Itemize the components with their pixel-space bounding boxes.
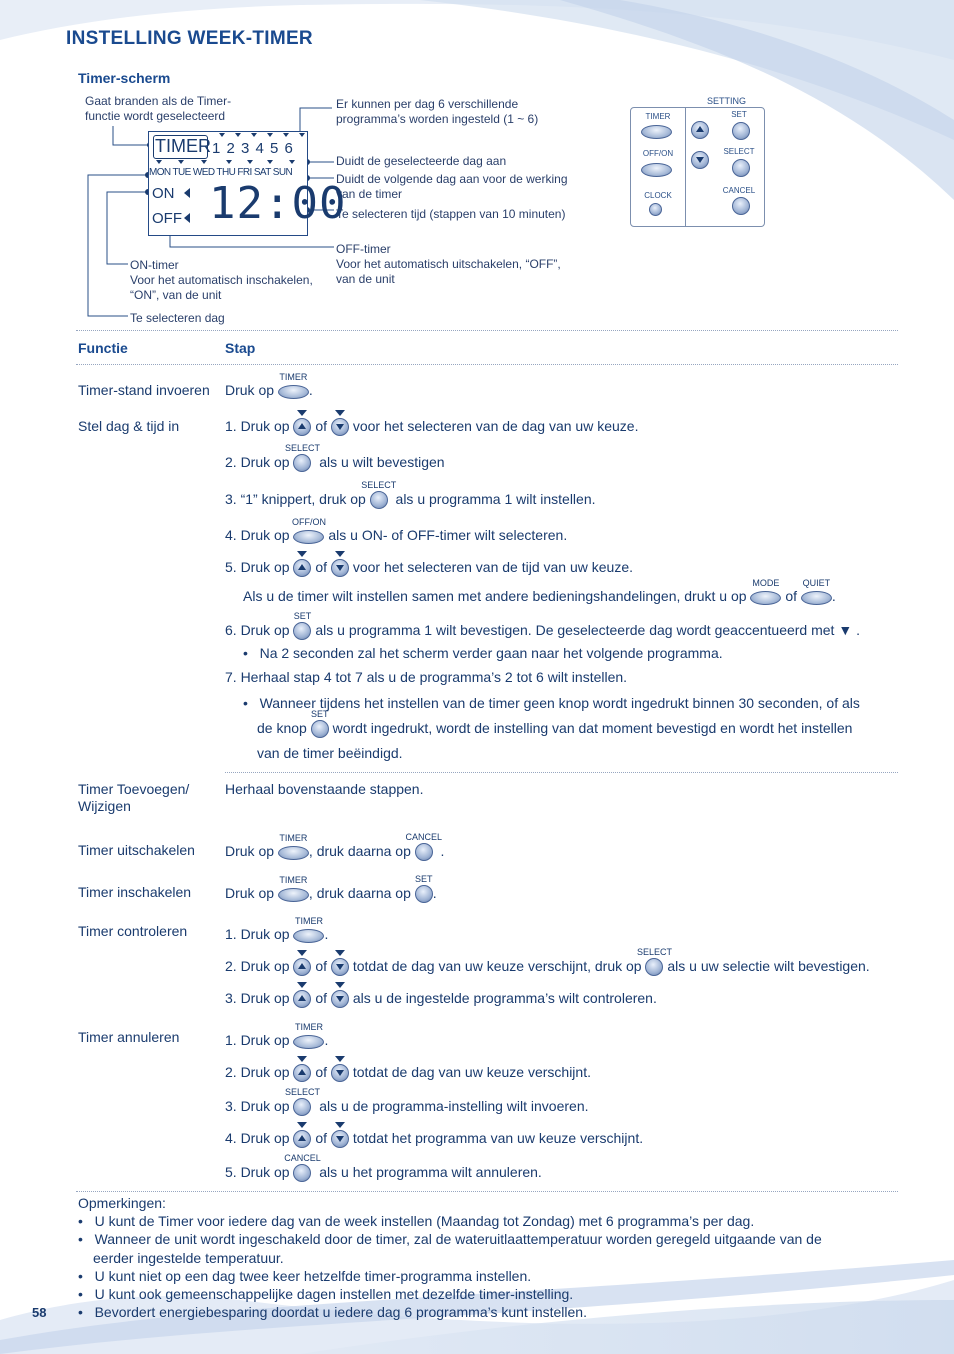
button-caption: CANCEL (284, 1153, 321, 1164)
step-2 (225, 443, 445, 472)
divider (225, 772, 898, 773)
step-5 (225, 559, 633, 577)
step-text: of (315, 559, 328, 575)
cancel-button-icon (405, 832, 443, 861)
remote-down-button[interactable] (691, 151, 709, 169)
step-7-bullet-line2 (257, 709, 853, 738)
button-caption: TIMER (294, 1021, 323, 1032)
callout-text: ON-timer (130, 258, 179, 272)
lcd-days-row: MON TUE WED THU FRI SAT SUN (149, 167, 293, 178)
step-text: 3. Druk op (225, 990, 290, 1006)
button-caption: TIMER (279, 371, 308, 382)
remark-item: • U kunt ook gemeenschappelijke dagen instellen met dezelfde timer-instelling. (78, 1286, 574, 1302)
lcd-program-numbers: 1 2 3 4 5 6 (212, 140, 294, 157)
remote-up-button[interactable] (691, 121, 709, 139)
step-5-note: Als u de timer wilt instellen samen met andere bedieningshandelingen, drukt u op MODE of QUIET . (243, 588, 836, 606)
step-text: 2. Druk op (225, 958, 290, 974)
button-caption: OFF/ON (291, 516, 326, 527)
step-text: 1. Druk op (225, 418, 290, 434)
oval-button-icon (278, 385, 309, 399)
step-text: Druk op (225, 382, 275, 398)
step-text: 2. Druk op (225, 454, 290, 470)
up-button-icon (293, 958, 311, 976)
step-timer-off: Druk op TIMER , druk daarna op CANCEL . (225, 843, 444, 861)
up-button-icon (293, 1064, 311, 1082)
remark-item: • U kunt niet op een dag twee keer hetzelfde timer-programma instellen. (78, 1268, 532, 1284)
down-button-icon (331, 1130, 349, 1148)
step-1 (225, 418, 638, 436)
step-text: Druk op (225, 843, 275, 859)
oval-button-icon (293, 530, 324, 544)
step-text: 3. Druk op (225, 1098, 290, 1114)
step-text: 4. Druk op (225, 527, 290, 543)
function-timer-check: Timer controleren (78, 923, 188, 939)
callout-text: Er kunnen per dag 6 verschillende (336, 97, 519, 111)
button-caption: SELECT (284, 1087, 320, 1098)
section-subtitle: Timer-scherm (78, 70, 171, 86)
remark-text: U kunt de Timer voor iedere dag van de week instellen (Maandag tot Zondag) met 6 programma’s per dag. (94, 1213, 755, 1229)
button-caption: SELECT (284, 443, 320, 454)
step-text: totdat het programma van uw keuze verschijnt. (352, 1130, 644, 1146)
mode-button-icon (750, 577, 781, 606)
arrow-down-icon (696, 157, 704, 163)
remark-item: • U kunt de Timer voor iedere dag van de week instellen (Maandag tot Zondag) met 6 programma’s per dag. (78, 1213, 755, 1229)
divider (76, 330, 898, 331)
callout-text: Gaat branden als de Timer- (85, 94, 232, 108)
timer-lcd-screen (148, 131, 347, 236)
page-number: 58 (32, 1305, 47, 1320)
step-text: 5. Druk op (225, 1164, 290, 1180)
remote-divider (685, 108, 686, 226)
step-text: 2. Druk op (225, 1064, 290, 1080)
remote-cancel-button[interactable] (732, 197, 750, 215)
callout-text: van de timer (336, 187, 403, 201)
set-button-icon (415, 874, 433, 903)
step-text: de knop (257, 720, 307, 736)
offon-button-icon (291, 516, 326, 545)
lcd-markers (149, 132, 307, 235)
select-button-icon (284, 443, 320, 472)
timer-button-icon (278, 371, 309, 400)
function-timer-on: Timer inschakelen (78, 884, 192, 900)
step-cancel-2 (225, 1064, 591, 1082)
step-text: als u programma 1 wilt bevestigen. De geselecteerde dag wordt geaccentueerd met ▼ . (315, 622, 860, 638)
down-button-icon (331, 1064, 349, 1082)
column-header-function: Functie (78, 340, 128, 356)
oval-button-icon (750, 591, 781, 605)
step-text: of (315, 1064, 328, 1080)
step-enter-timer: Druk op TIMER . (225, 382, 313, 400)
step-check-2 (225, 947, 870, 976)
remark-item: • Bevordert energiebesparing doordat u iedere dag 6 programma’s kunt instellen. (78, 1304, 587, 1320)
button-caption: TIMER (294, 915, 323, 926)
step-text: 3. “1” knippert, druk op (225, 491, 366, 507)
select-button-icon (636, 947, 672, 976)
step-timer-on: Druk op TIMER , druk daarna op SET . (225, 885, 437, 903)
quiet-button-icon (801, 577, 832, 606)
step-cancel-5 (225, 1153, 542, 1182)
timer-button-icon (293, 1021, 324, 1050)
step-text: als u het programma wilt annuleren. (319, 1164, 542, 1180)
step-text: Als u de timer wilt instellen samen met andere bedieningshandelingen, drukt u op (243, 588, 747, 604)
function-timer-off: Timer uitschakelen (78, 842, 195, 858)
step-6-bullet: • Na 2 seconden zal het scherm verder gaan naar het volgende programma. (243, 645, 723, 661)
step-cancel-3 (225, 1087, 589, 1116)
button-caption: CANCEL (405, 832, 443, 843)
callout-time: Te selecteren tijd (stappen van 10 minuten) (336, 207, 566, 221)
remark-text: U kunt niet op een dag twee keer hetzelfde timer-programma instellen. (94, 1268, 532, 1284)
step-check-3 (225, 990, 657, 1008)
remote-offon-label: OFF/ON (642, 149, 674, 158)
button-caption: MODE (752, 577, 780, 588)
step-text: Druk op (225, 885, 275, 901)
timer-button-icon (293, 915, 324, 944)
step-text: totdat de dag van uw keuze verschijnt. (352, 1064, 591, 1080)
down-button-icon (331, 418, 349, 436)
step-text: 1. Druk op (225, 926, 290, 942)
step-check-1: 1. Druk op TIMER . (225, 926, 328, 944)
page-title: INSTELLING WEEK-TIMER (66, 28, 313, 49)
lcd-time-display: 12:00 (209, 178, 347, 229)
oval-button-icon (293, 1035, 324, 1049)
step-text: wordt ingedrukt, wordt de instelling van dat moment bevestigd en wordt het instellen (332, 720, 853, 736)
remote-offon-button[interactable] (641, 163, 672, 177)
step-add-change: Herhaal bovenstaande stappen. (225, 781, 424, 797)
step-7-bullet: • Wanneer tijdens het instellen van de timer geen knop wordt ingedrukt binnen 30 seconden, of als (243, 695, 860, 711)
set-button-icon (310, 709, 329, 738)
button-caption: SET (310, 709, 329, 720)
callout-text: functie wordt geselecteerd (85, 109, 226, 123)
oval-button-icon (278, 888, 309, 902)
set-button-icon (293, 611, 312, 640)
step-text: of (785, 588, 797, 604)
callout-text: van de unit (336, 272, 395, 286)
remote-clock-label: CLOCK (644, 191, 672, 200)
callout-leader-lines (0, 0, 954, 340)
lcd-off-label: OFF (152, 210, 182, 227)
step-6 (225, 611, 860, 640)
step-text: als u ON- of OFF-timer wilt selecteren. (328, 527, 568, 543)
divider (76, 1191, 898, 1192)
remark-text: Bevordert energiebesparing doordat u iedere dag 6 programma’s kunt instellen. (94, 1304, 587, 1320)
callout-text: Voor het automatisch inschakelen, (130, 273, 313, 287)
remote-setting-label: SETTING (706, 96, 746, 106)
step-text: totdat de dag van uw keuze verschijnt, druk op (352, 958, 642, 974)
function-text: Wijzigen (78, 798, 131, 814)
callout-text: programma’s worden ingesteld (1 ~ 6) (336, 112, 539, 126)
callout-text: OFF-timer (336, 242, 391, 256)
step-text: als u de programma-instelling wilt invoeren. (319, 1098, 589, 1114)
remote-cancel-label: CANCEL (722, 186, 756, 195)
up-button-icon (293, 559, 311, 577)
button-caption: SELECT (636, 947, 672, 958)
remote-timer-button[interactable] (641, 125, 672, 139)
step-text: als u uw selectie wilt bevestigen. (667, 958, 870, 974)
lcd-on-label: ON (152, 185, 175, 202)
oval-button-icon (801, 591, 832, 605)
callout-text: Duidt de volgende dag aan voor de werking (336, 172, 568, 186)
cancel-button-icon (284, 1153, 321, 1182)
callout-selected-day: Duidt de geselecteerde dag aan (336, 154, 507, 168)
step-text: voor het selecteren van de tijd van uw keuze. (352, 559, 634, 575)
step-text: Na 2 seconden zal het scherm verder gaan naar het volgende programma. (259, 645, 723, 661)
step-text: of (315, 958, 328, 974)
timer-button-icon (278, 832, 309, 861)
function-timer-cancel: Timer annuleren (78, 1029, 180, 1045)
function-text: Timer Toevoegen/ (78, 781, 190, 797)
step-text: , druk daarna op (308, 843, 411, 859)
remote-select-label: SELECT (723, 147, 755, 156)
down-button-icon (331, 559, 349, 577)
down-button-icon (331, 958, 349, 976)
button-caption: QUIET (802, 577, 831, 588)
step-3 (225, 480, 596, 509)
remarks-title: Opmerkingen: (78, 1195, 166, 1211)
button-caption: TIMER (279, 874, 308, 885)
step-text: 4. Druk op (225, 1130, 290, 1146)
remark-item: • Wanneer de unit wordt ingeschakeld door de timer, zal de wateruitlaattemperatuur worden geregeld uitgaande van de (78, 1231, 822, 1247)
lcd-timer-label: TIMER (155, 136, 211, 156)
step-text: 5. Druk op (225, 559, 290, 575)
remark-text: U kunt ook gemeenschappelijke dagen instellen met dezelfde timer-instelling. (94, 1286, 574, 1302)
button-caption: SET (293, 611, 312, 622)
remote-set-label: SET (731, 110, 747, 119)
step-text: 1. Druk op (225, 1032, 290, 1048)
step-text: of (315, 418, 328, 434)
remote-set-button[interactable] (732, 122, 750, 140)
step-4 (225, 516, 568, 545)
function-enter-timer: Timer-stand invoeren (78, 382, 210, 398)
step-7-bullet-line3: van de timer beëindigd. (257, 745, 403, 761)
step-text: 6. Druk op (225, 622, 290, 638)
step-text: als u wilt bevestigen (319, 454, 445, 470)
button-caption: SET (415, 874, 433, 885)
select-button-icon (361, 480, 397, 509)
callout-text: Voor het automatisch uitschakelen, “OFF”, (336, 257, 561, 271)
remote-clock-button[interactable] (649, 203, 662, 216)
remote-timer-label: TIMER (645, 112, 671, 121)
callout-text: “ON”, van de unit (130, 288, 222, 302)
column-header-step: Stap (225, 340, 256, 356)
step-text: als u de ingestelde programma’s wilt controleren. (352, 990, 657, 1006)
step-7: 7. Herhaal stap 4 tot 7 als u de programma’s 2 tot 6 wilt instellen. (225, 669, 628, 685)
remote-control-panel (630, 96, 765, 227)
down-button-icon (331, 990, 349, 1008)
oval-button-icon (278, 846, 309, 860)
step-cancel-1: 1. Druk op TIMER . (225, 1032, 328, 1050)
step-text: of (315, 1130, 328, 1146)
step-text: of (315, 990, 328, 1006)
remark-text: Wanneer de unit wordt ingeschakeld door de timer, zal de wateruitlaattemperatuur worden geregeld uitgaande van de (94, 1231, 822, 1247)
callout-select-day: Te selecteren dag (130, 311, 225, 325)
select-button-icon (284, 1087, 320, 1116)
step-text: voor het selecteren van de dag van uw keuze. (352, 418, 639, 434)
arrow-up-icon (696, 126, 704, 132)
oval-button-icon (293, 929, 324, 943)
remote-select-button[interactable] (732, 159, 750, 177)
up-button-icon (293, 1130, 311, 1148)
step-cancel-4 (225, 1130, 643, 1148)
step-text: als u programma 1 wilt instellen. (395, 491, 596, 507)
button-caption: TIMER (279, 832, 308, 843)
step-text: , druk daarna op (308, 885, 411, 901)
button-caption: SELECT (361, 480, 397, 491)
divider (76, 364, 898, 365)
up-button-icon (293, 418, 311, 436)
up-button-icon (293, 990, 311, 1008)
step-text: Wanneer tijdens het instellen van de timer geen knop wordt ingedrukt binnen 30 seconden, of als (259, 695, 860, 711)
timer-button-icon (278, 874, 309, 903)
function-add-change (78, 781, 189, 815)
remark-item-cont: eerder ingestelde temperatuur. (93, 1250, 284, 1266)
function-set-day-time: Stel dag & tijd in (78, 418, 180, 434)
